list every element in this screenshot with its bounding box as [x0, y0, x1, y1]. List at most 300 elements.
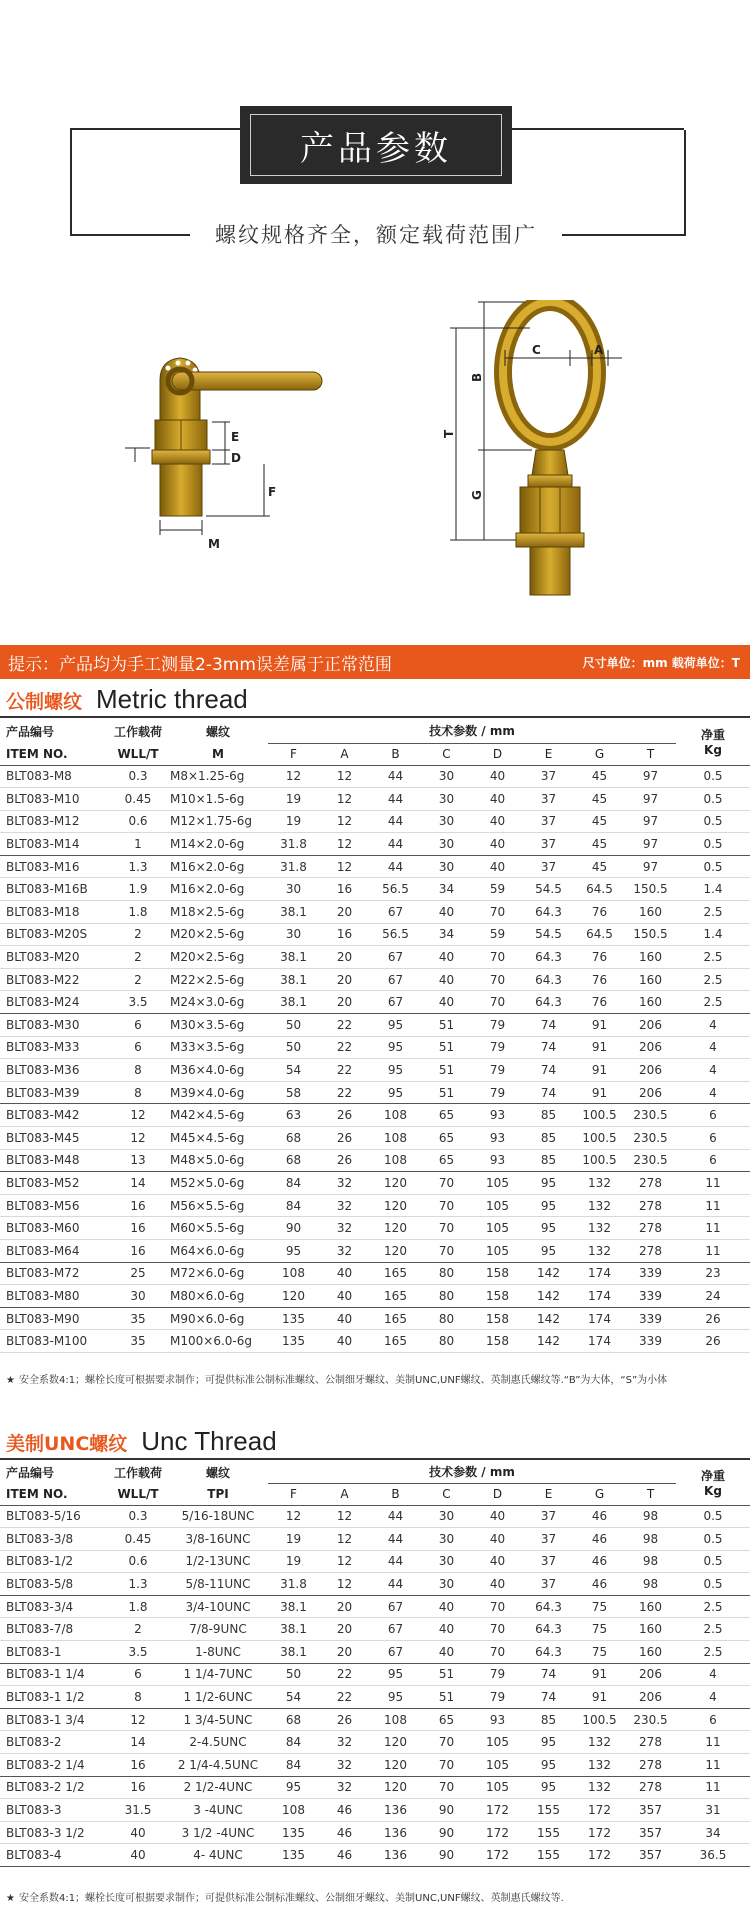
table-cell: 278	[625, 1239, 676, 1262]
table-cell: 30	[421, 1528, 472, 1551]
table-cell: 6	[676, 1104, 750, 1127]
table-row	[0, 991, 750, 1014]
table-cell: M60×5.5-6g	[168, 1217, 268, 1240]
table-cell: BLT083-M39	[0, 1081, 108, 1104]
table-cell: 3 1/2 -4UNC	[168, 1821, 268, 1844]
table-cell: 16	[108, 1776, 168, 1799]
table-cell: 339	[625, 1330, 676, 1353]
note-star-icon: ★	[6, 1375, 15, 1386]
table-cell: 1-8UNC	[168, 1641, 268, 1664]
table-cell: 46	[319, 1821, 370, 1844]
table-cell: 30	[421, 1505, 472, 1528]
table-cell: 65	[421, 1104, 472, 1127]
table-cell: 37	[523, 788, 574, 811]
table-cell: 31.8	[268, 855, 319, 878]
table-cell: 0.3	[108, 765, 168, 788]
table-cell: 158	[472, 1330, 523, 1353]
table-cell: 278	[625, 1172, 676, 1195]
table-cell: 135	[268, 1330, 319, 1353]
table-cell: 132	[574, 1731, 625, 1754]
table-row	[0, 1285, 750, 1308]
unc-note	[6, 1889, 564, 1904]
table-cell: 30	[268, 878, 319, 901]
table-cell: 40	[472, 1528, 523, 1551]
header-item-cn: 产品编号	[6, 724, 55, 739]
table-cell: BLT083-1	[0, 1641, 108, 1664]
table-cell: 40	[421, 1595, 472, 1618]
table-cell: BLT083-M33	[0, 1036, 108, 1059]
table-cell: 98	[625, 1528, 676, 1551]
table-cell: 135	[268, 1821, 319, 1844]
table-cell: 44	[370, 1550, 421, 1573]
table-cell: M20×2.5-6g	[168, 946, 268, 969]
table-cell: 8	[108, 1059, 168, 1082]
table-cell: 23	[676, 1262, 750, 1285]
table-cell: 70	[421, 1731, 472, 1754]
table-row	[0, 765, 750, 788]
table-cell: 160	[625, 968, 676, 991]
table-cell: 12	[319, 810, 370, 833]
table-cell: 95	[370, 1059, 421, 1082]
table-cell: 95	[370, 1081, 421, 1104]
table-cell: 4	[676, 1663, 750, 1686]
table-cell: 206	[625, 1059, 676, 1082]
table-cell: 90	[268, 1217, 319, 1240]
table-cell: 68	[268, 1708, 319, 1731]
table-cell: 206	[625, 1014, 676, 1037]
table-cell: 58	[268, 1081, 319, 1104]
table-cell: 40	[421, 991, 472, 1014]
table-cell: 4- 4UNC	[168, 1844, 268, 1867]
table-cell: 67	[370, 968, 421, 991]
header-item-cn: 产品编号	[6, 1465, 55, 1480]
table-cell: 12	[268, 765, 319, 788]
table-cell: BLT083-M12	[0, 810, 108, 833]
table-cell: 85	[523, 1127, 574, 1150]
table-cell: 40	[472, 810, 523, 833]
table-cell: 68	[268, 1149, 319, 1172]
table-cell: 40	[108, 1821, 168, 1844]
table-cell: 12	[108, 1104, 168, 1127]
table-cell: BLT083-M18	[0, 901, 108, 924]
table-cell: 40	[472, 833, 523, 856]
table-cell: 278	[625, 1217, 676, 1240]
table-cell: 50	[268, 1014, 319, 1037]
table-cell: 0.6	[108, 1550, 168, 1573]
table-cell: 278	[625, 1731, 676, 1754]
table-cell: 91	[574, 1663, 625, 1686]
table-cell: M42×4.5-6g	[168, 1104, 268, 1127]
table-row	[0, 1550, 750, 1573]
table-cell: 16	[319, 878, 370, 901]
table-cell: M100×6.0-6g	[168, 1330, 268, 1353]
table-cell: 20	[319, 991, 370, 1014]
table-cell: BLT083-2 1/4	[0, 1754, 108, 1777]
table-cell: BLT083-M100	[0, 1330, 108, 1353]
table-cell: 12	[268, 1505, 319, 1528]
table-cell: 79	[472, 1663, 523, 1686]
table-row	[0, 1799, 750, 1822]
table-cell: 67	[370, 1641, 421, 1664]
table-cell: 30	[421, 765, 472, 788]
table-cell: 30	[421, 810, 472, 833]
header-thread-en: M	[168, 743, 268, 765]
table-cell: 339	[625, 1285, 676, 1308]
table-cell: 54.5	[523, 878, 574, 901]
table-cell: 95	[523, 1217, 574, 1240]
table-cell: 135	[268, 1307, 319, 1330]
table-cell: M80×6.0-6g	[168, 1285, 268, 1308]
table-cell: 155	[523, 1821, 574, 1844]
table-cell: 0.5	[676, 788, 750, 811]
table-cell: 95	[523, 1731, 574, 1754]
table-cell: 38.1	[268, 946, 319, 969]
table-cell: M56×5.5-6g	[168, 1194, 268, 1217]
table-row	[0, 968, 750, 991]
table-cell: M14×2.0-6g	[168, 833, 268, 856]
table-cell: 12	[319, 833, 370, 856]
table-cell: 79	[472, 1686, 523, 1709]
table-cell: 6	[108, 1036, 168, 1059]
table-cell: 2	[108, 968, 168, 991]
table-cell: 2-4.5UNC	[168, 1731, 268, 1754]
header-tech: 技术参数 / mm	[268, 1461, 676, 1483]
metric-note	[6, 1371, 667, 1386]
table-cell: 34	[421, 923, 472, 946]
table-cell: 75	[574, 1618, 625, 1641]
header-col-c: C	[421, 1483, 472, 1505]
table-cell: 22	[319, 1081, 370, 1104]
table-cell: 64.5	[574, 923, 625, 946]
table-cell: 70	[421, 1172, 472, 1195]
table-cell: 93	[472, 1127, 523, 1150]
table-cell: 79	[472, 1014, 523, 1037]
table-cell: 40	[421, 1618, 472, 1641]
table-cell: 16	[108, 1754, 168, 1777]
header-col-g: G	[574, 1483, 625, 1505]
table-cell: 206	[625, 1081, 676, 1104]
table-cell: 32	[319, 1239, 370, 1262]
table-cell: 100.5	[574, 1149, 625, 1172]
table-cell: 12	[108, 1708, 168, 1731]
table-cell: 40	[421, 901, 472, 924]
table-cell: 67	[370, 946, 421, 969]
table-cell: 160	[625, 1595, 676, 1618]
table-cell: 80	[421, 1307, 472, 1330]
table-cell: 40	[472, 855, 523, 878]
header-col-e: E	[523, 1483, 574, 1505]
table-cell: 80	[421, 1285, 472, 1308]
table-cell: 46	[574, 1505, 625, 1528]
table-cell: 2	[108, 1618, 168, 1641]
table-cell: 97	[625, 855, 676, 878]
table-cell: 120	[370, 1239, 421, 1262]
table-row	[0, 1595, 750, 1618]
table-cell: 16	[108, 1239, 168, 1262]
table-cell: 67	[370, 1618, 421, 1641]
table-cell: 91	[574, 1036, 625, 1059]
table-cell: 26	[676, 1330, 750, 1353]
header-col-g: G	[574, 743, 625, 765]
table-cell: BLT083-3 1/2	[0, 1821, 108, 1844]
table-cell: 40	[472, 765, 523, 788]
page-subtitle: 螺纹规格齐全，额定载荷范围广	[190, 220, 562, 250]
table-cell: 4	[676, 1081, 750, 1104]
page-title: 产品参数	[250, 114, 502, 176]
table-row	[0, 1844, 750, 1867]
table-cell: M22×2.5-6g	[168, 968, 268, 991]
table-cell: 0.45	[108, 1528, 168, 1551]
table-cell: BLT083-3/4	[0, 1595, 108, 1618]
table-cell: 38.1	[268, 1595, 319, 1618]
table-cell: 3 -4UNC	[168, 1799, 268, 1822]
table-cell: 19	[268, 1550, 319, 1573]
table-cell: BLT083-M14	[0, 833, 108, 856]
table-cell: 4	[676, 1036, 750, 1059]
table-cell: 105	[472, 1776, 523, 1799]
table-cell: 98	[625, 1573, 676, 1596]
table-cell: 59	[472, 878, 523, 901]
table-cell: 95	[523, 1754, 574, 1777]
table-cell: 13	[108, 1149, 168, 1172]
table-cell: BLT083-5/8	[0, 1573, 108, 1596]
table-cell: 105	[472, 1217, 523, 1240]
table-cell: 70	[472, 1595, 523, 1618]
metric-note-text: 安全系数4:1；螺栓长度可根据要求制作；可提供标准公制标准螺纹、公制细牙螺纹、美制UNC,UNF螺纹、英制惠氏螺纹等.“B”为大体，“S”为小体	[18, 1375, 668, 1386]
table-cell: 31.8	[268, 1573, 319, 1596]
table-cell: 98	[625, 1505, 676, 1528]
table-cell: 172	[574, 1821, 625, 1844]
table-cell: 5/8-11UNC	[168, 1573, 268, 1596]
metric-title-en: Metric thread	[96, 684, 248, 714]
table-cell: 32	[319, 1754, 370, 1777]
table-cell: BLT083-M42	[0, 1104, 108, 1127]
table-cell: 67	[370, 1595, 421, 1618]
table-row	[0, 1641, 750, 1664]
table-cell: 0.3	[108, 1505, 168, 1528]
table-cell: 339	[625, 1307, 676, 1330]
table-cell: 1 1/4-7UNC	[168, 1663, 268, 1686]
table-cell: 45	[574, 810, 625, 833]
table-cell: 108	[370, 1708, 421, 1731]
table-cell: BLT083-M20S	[0, 923, 108, 946]
table-cell: 76	[574, 991, 625, 1014]
table-cell: 1	[108, 833, 168, 856]
table-cell: 172	[574, 1844, 625, 1867]
table-cell: 108	[268, 1262, 319, 1285]
table-cell: 357	[625, 1844, 676, 1867]
table-row	[0, 1149, 750, 1172]
table-cell: 105	[472, 1172, 523, 1195]
table-cell: BLT083-M8	[0, 765, 108, 788]
table-cell: BLT083-M56	[0, 1194, 108, 1217]
table-cell: BLT083-2 1/2	[0, 1776, 108, 1799]
table-cell: 0.5	[676, 1550, 750, 1573]
header-tech: 技术参数 / mm	[268, 719, 676, 743]
unc-note-text: 安全系数4:1；螺栓长度可根据要求制作；可提供标准公制标准螺纹、公制细牙螺纹、美制UNC,UNF螺纹、英制惠氏螺纹等.	[18, 1893, 564, 1904]
table-cell: 16	[108, 1217, 168, 1240]
table-cell: 132	[574, 1239, 625, 1262]
table-cell: 64.3	[523, 946, 574, 969]
table-cell: 12	[319, 1550, 370, 1573]
table-cell: 40	[319, 1330, 370, 1353]
table-cell: 158	[472, 1262, 523, 1285]
table-cell: 64.3	[523, 901, 574, 924]
table-cell: 70	[472, 1618, 523, 1641]
table-cell: 339	[625, 1262, 676, 1285]
table-cell: 105	[472, 1239, 523, 1262]
table-cell: 26	[319, 1149, 370, 1172]
table-cell: 22	[319, 1036, 370, 1059]
table-cell: 79	[472, 1059, 523, 1082]
table-cell: BLT083-M24	[0, 991, 108, 1014]
table-row	[0, 1731, 750, 1754]
table-cell: 174	[574, 1285, 625, 1308]
table-cell: 50	[268, 1036, 319, 1059]
metric-section-title	[6, 684, 248, 718]
table-cell: 135	[268, 1844, 319, 1867]
side-view-drawing	[120, 350, 360, 570]
table-cell: 70	[421, 1217, 472, 1240]
header-col-a: A	[319, 743, 370, 765]
table-cell: 46	[319, 1844, 370, 1867]
table-cell: 79	[472, 1036, 523, 1059]
table-cell: 76	[574, 968, 625, 991]
table-cell: 22	[319, 1014, 370, 1037]
metric-title-cn: 公制螺纹	[6, 691, 83, 713]
table-cell: BLT083-M10	[0, 788, 108, 811]
table-cell: M72×6.0-6g	[168, 1262, 268, 1285]
table-cell: 95	[268, 1239, 319, 1262]
table-cell: 120	[370, 1217, 421, 1240]
table-cell: 40	[421, 1641, 472, 1664]
table-cell: 67	[370, 991, 421, 1014]
table-cell: M10×1.5-6g	[168, 788, 268, 811]
table-cell: 37	[523, 765, 574, 788]
table-cell: 70	[421, 1754, 472, 1777]
table-cell: 120	[268, 1285, 319, 1308]
table-cell: M12×1.75-6g	[168, 810, 268, 833]
table-cell: 1.4	[676, 878, 750, 901]
table-cell: 32	[319, 1172, 370, 1195]
table-cell: M64×6.0-6g	[168, 1239, 268, 1262]
table-cell: 91	[574, 1014, 625, 1037]
table-cell: 46	[574, 1573, 625, 1596]
table-cell: 93	[472, 1708, 523, 1731]
table-cell: 95	[370, 1686, 421, 1709]
table-cell: 79	[472, 1081, 523, 1104]
table-cell: 95	[370, 1663, 421, 1686]
table-cell: 7/8-9UNC	[168, 1618, 268, 1641]
table-cell: 278	[625, 1194, 676, 1217]
table-cell: 0.6	[108, 810, 168, 833]
table-cell: 20	[319, 1595, 370, 1618]
table-row	[0, 1036, 750, 1059]
table-cell: 35	[108, 1330, 168, 1353]
table-cell: BLT083-M48	[0, 1149, 108, 1172]
table-cell: BLT083-M36	[0, 1059, 108, 1082]
table-cell: 14	[108, 1731, 168, 1754]
table-cell: 34	[421, 878, 472, 901]
table-cell: 34	[676, 1821, 750, 1844]
table-cell: 1 1/2-6UNC	[168, 1686, 268, 1709]
table-cell: 19	[268, 1528, 319, 1551]
table-cell: M20×2.5-6g	[168, 923, 268, 946]
table-cell: M52×5.0-6g	[168, 1172, 268, 1195]
table-row	[0, 1776, 750, 1799]
table-cell: 51	[421, 1663, 472, 1686]
table-cell: 136	[370, 1799, 421, 1822]
note-star-icon: ★	[6, 1893, 15, 1904]
table-cell: 85	[523, 1708, 574, 1731]
header-col-t: T	[625, 743, 676, 765]
table-cell: 40	[472, 1505, 523, 1528]
table-row	[0, 901, 750, 924]
table-cell: 2.5	[676, 1595, 750, 1618]
table-cell: 98	[625, 1550, 676, 1573]
table-cell: BLT083-4	[0, 1844, 108, 1867]
table-cell: M30×3.5-6g	[168, 1014, 268, 1037]
table-cell: 142	[523, 1330, 574, 1353]
table-cell: 97	[625, 810, 676, 833]
table-cell: 165	[370, 1262, 421, 1285]
table-cell: 1.9	[108, 878, 168, 901]
table-cell: 68	[268, 1127, 319, 1150]
table-cell: 74	[523, 1686, 574, 1709]
table-cell: BLT083-M80	[0, 1285, 108, 1308]
table-cell: 64.3	[523, 1595, 574, 1618]
table-cell: 30	[268, 923, 319, 946]
table-cell: 158	[472, 1285, 523, 1308]
table-cell: 8	[108, 1081, 168, 1104]
table-cell: 142	[523, 1307, 574, 1330]
table-cell: 2	[108, 923, 168, 946]
table-cell: 11	[676, 1194, 750, 1217]
table-cell: M33×3.5-6g	[168, 1036, 268, 1059]
table-cell: 22	[319, 1663, 370, 1686]
unc-section-title	[6, 1426, 277, 1460]
table-cell: 2.5	[676, 946, 750, 969]
table-cell: 44	[370, 1505, 421, 1528]
table-cell: 95	[523, 1239, 574, 1262]
table-cell: M36×4.0-6g	[168, 1059, 268, 1082]
table-cell: 1.8	[108, 901, 168, 924]
table-cell: 160	[625, 991, 676, 1014]
table-row	[0, 1194, 750, 1217]
table-cell: 1.4	[676, 923, 750, 946]
dim-label-e: E	[231, 430, 240, 444]
table-cell: 0.5	[676, 810, 750, 833]
table-cell: M45×4.5-6g	[168, 1127, 268, 1150]
table-cell: 40	[472, 1550, 523, 1573]
table-cell: BLT083-M22	[0, 968, 108, 991]
table-cell: 93	[472, 1104, 523, 1127]
table-cell: BLT083-3	[0, 1799, 108, 1822]
table-cell: 108	[370, 1104, 421, 1127]
table-cell: 95	[523, 1194, 574, 1217]
table-cell: 1.3	[108, 855, 168, 878]
table-cell: 44	[370, 855, 421, 878]
table-cell: 2.5	[676, 991, 750, 1014]
table-cell: BLT083-M52	[0, 1172, 108, 1195]
header-wll-en: WLL/T	[108, 1483, 168, 1505]
table-cell: 11	[676, 1239, 750, 1262]
table-cell: 6	[676, 1149, 750, 1172]
table-cell: BLT083-M16	[0, 855, 108, 878]
table-cell: 63	[268, 1104, 319, 1127]
table-cell: BLT083-5/16	[0, 1505, 108, 1528]
header-item-en: ITEM NO.	[0, 743, 108, 765]
